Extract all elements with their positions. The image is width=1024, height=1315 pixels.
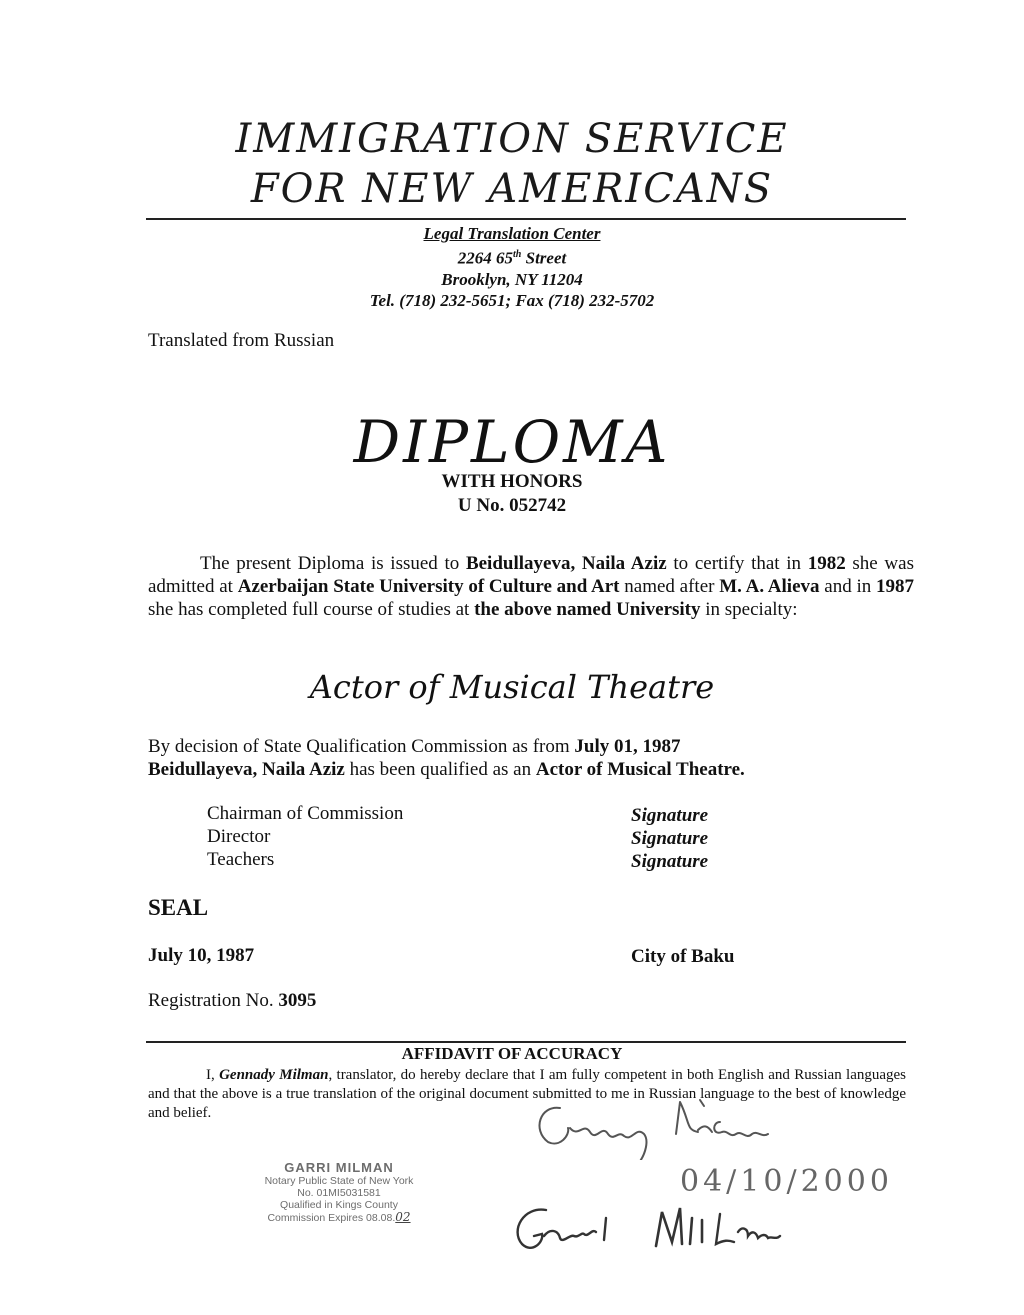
named-after: M. A. Alieva [719,576,820,597]
signature-director: Signature [631,828,709,849]
role-chairman: Chairman of Commission [207,803,404,824]
university-name: Azerbaijan State University of Culture and Art [237,576,620,597]
notary-line4 [244,1211,434,1224]
signature-teachers: Signature [631,851,709,872]
role-director: Director [207,826,271,847]
notary-stamp [244,1160,434,1224]
p1-text-a: The present Diploma is issued to [200,553,466,574]
notary-expiry-label: Commission Expires 08.08. [267,1212,396,1224]
issue-date: July 10, 1987 [148,945,255,966]
graduate-name: Beidullayeva, Naila Aziz [465,553,667,574]
registration [148,990,316,1012]
p1-text-d: named after [619,576,720,597]
address-street [0,244,1024,269]
commission-roles [207,802,403,871]
decision-date: July 01, 1987 [574,736,681,757]
qualified-name: Beidullayeva, Naila Aziz [148,759,345,780]
diploma-title: DIPLOMA [353,408,671,476]
translator-signature-text: Gennady Milman [530,1158,538,1159]
diploma-number: U No. 052742 [457,495,567,516]
p1-text-b: to certify that in [666,553,808,574]
address-number: 2264 65 [457,248,514,268]
center-name: Legal Translation Center [423,224,601,243]
notary-signature [506,1196,806,1266]
p1-text-f: she has completed full course of studies at [148,599,475,620]
p1-text-g: in specialty: [700,599,798,620]
notary-signature-text: Garri Milman [506,1264,512,1265]
affidavit-text-b: , translator, do hereby declare that I am fully competent in both English and Russian languages and that the above is a true translation of the original document submitted to me in Russian language to the best of knowledge and belief. [148,1067,907,1121]
address-block [0,223,1024,311]
translated-from-note: Translated from Russian [148,330,335,351]
header-divider [146,218,906,220]
above-named-university: the above named University [474,599,701,620]
address-street-name: Street [521,248,567,268]
notary-date: 04/10/2000 [680,1164,893,1199]
qualification-paragraph [148,735,914,781]
seal-label: SEAL [148,895,209,920]
notary-line2: No. 01MI5031581 [297,1187,381,1199]
p2-text-b: has been qualified as an [344,759,536,780]
registration-label: Registration No. [148,990,279,1011]
issue-city: City of Baku [631,946,735,967]
address-city: Brooklyn, NY 11204 [441,269,583,289]
specialty-title: Actor of Musical Theatre [309,668,715,706]
registration-number: 3095 [278,990,317,1011]
diploma-subtitle-block [0,470,1024,518]
notary-line3: Qualified in Kings County [280,1199,398,1211]
qualification-title: Actor of Musical Theatre. [535,759,745,780]
p2-text-a: By decision of State Qualification Commission as from [148,736,575,757]
role-teachers: Teachers [207,849,275,870]
p1-text-e: and in [819,576,876,597]
year-admitted: 1982 [807,553,846,574]
affidavit-text-a: I, [206,1067,220,1083]
notary-expiry-year: 02 [395,1210,411,1224]
commission-signatures [631,804,708,873]
p1-text-c: she was admitted at [148,553,914,597]
organization-name-line2: FOR NEW AMERICANS [250,166,774,212]
notary-line1: Notary Public State of New York [264,1175,414,1187]
affidavit-title: AFFIDAVIT OF ACCURACY [401,1044,623,1063]
translator-name: Gennady Milman [219,1067,329,1083]
affidavit-divider [146,1041,906,1043]
phone-fax: Tel. (718) 232-5651; Fax (718) 232-5702 [369,290,655,310]
organization-name-line1: IMMIGRATION SERVICE [235,116,789,162]
translator-signature [530,1090,800,1160]
notary-name: GARRI MILMAN [284,1160,394,1175]
certification-paragraph [148,552,914,621]
address-suffix: th [513,249,522,260]
with-honors: WITH HONORS [441,471,583,492]
year-completed: 1987 [876,576,914,597]
signature-chairman: Signature [631,805,709,826]
